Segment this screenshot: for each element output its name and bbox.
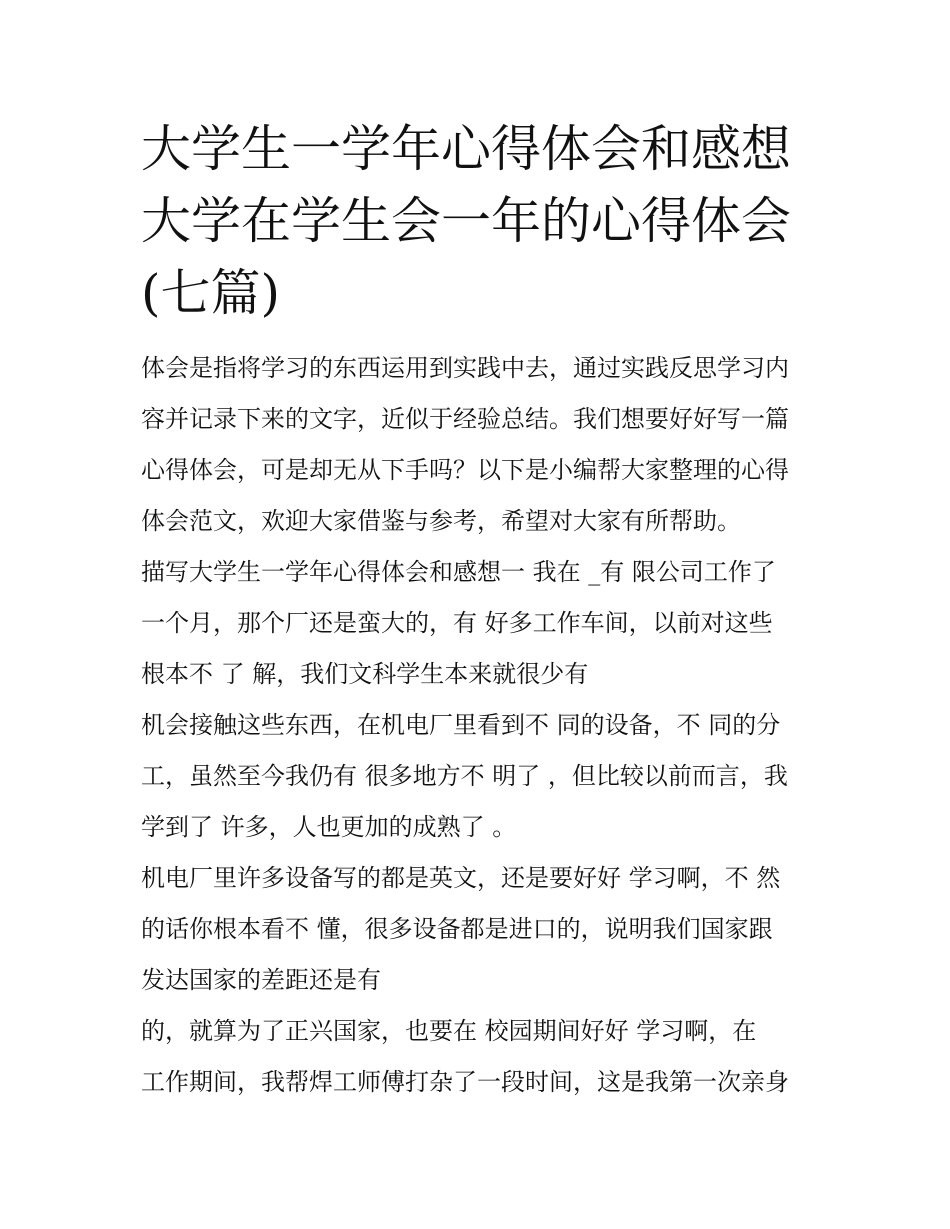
text-line: 机会接触这些东西，在机电厂里看到不 同的设备，不 同的分	[141, 711, 781, 739]
paragraph-article-one-start	[141, 547, 813, 700]
title-line: 大学在学生会一年的心得体会	[141, 192, 791, 250]
text-line: 发达国家的差距还是有	[141, 966, 381, 994]
document-title	[141, 113, 813, 329]
text-line: 描写大学生一学年心得体会和感想一 我在 _有 限公司工作了	[141, 558, 776, 586]
text-line: 体会是指将学习的东西运用到实践中去，通过实践反思学习内	[141, 354, 789, 382]
title-line: (七篇)	[141, 264, 281, 322]
text-line: 工，虽然至今我仍有 很多地方不 明了 ，但比较以前而言，我	[141, 762, 788, 790]
text-line: 根本不 了 解，我们文科学生本来就很少有	[141, 660, 589, 688]
text-line: 机电厂里许多设备写的都是英文，还是要好好 学习啊，不 然	[141, 864, 781, 892]
paragraph-welding	[141, 1006, 813, 1108]
text-line: 心得体会，可是却无从下手吗？以下是小编帮大家整理的心得	[141, 456, 789, 484]
text-line: 的话你根本看不 懂，很多设备都是进口的，说明我们国家跟	[141, 915, 773, 943]
text-line: 学到了 许多，人也更加的成熟了 。	[141, 813, 517, 841]
text-line: 工作期间，我帮焊工师傅打杂了一段时间，这是我第一次亲身	[141, 1068, 789, 1096]
paragraph-intro	[141, 343, 813, 547]
text-line: 一个月，那个厂还是蛮大的，有 好多工作车间，以前对这些	[141, 609, 773, 637]
text-line: 容并记录下来的文字，近似于经验总结。我们想要好好写一篇	[141, 405, 789, 433]
title-line: 大学生一学年心得体会和感想	[141, 120, 791, 178]
text-line: 的，就算为了正兴国家，也要在 校园期间好好 学习啊，在	[141, 1017, 757, 1045]
paragraph-english-equipment	[141, 853, 813, 1006]
text-line: 体会范文，欢迎大家借鉴与参考，希望对大家有所帮助。	[141, 507, 741, 535]
document-body	[141, 113, 813, 1108]
paragraph-equipment	[141, 700, 813, 853]
